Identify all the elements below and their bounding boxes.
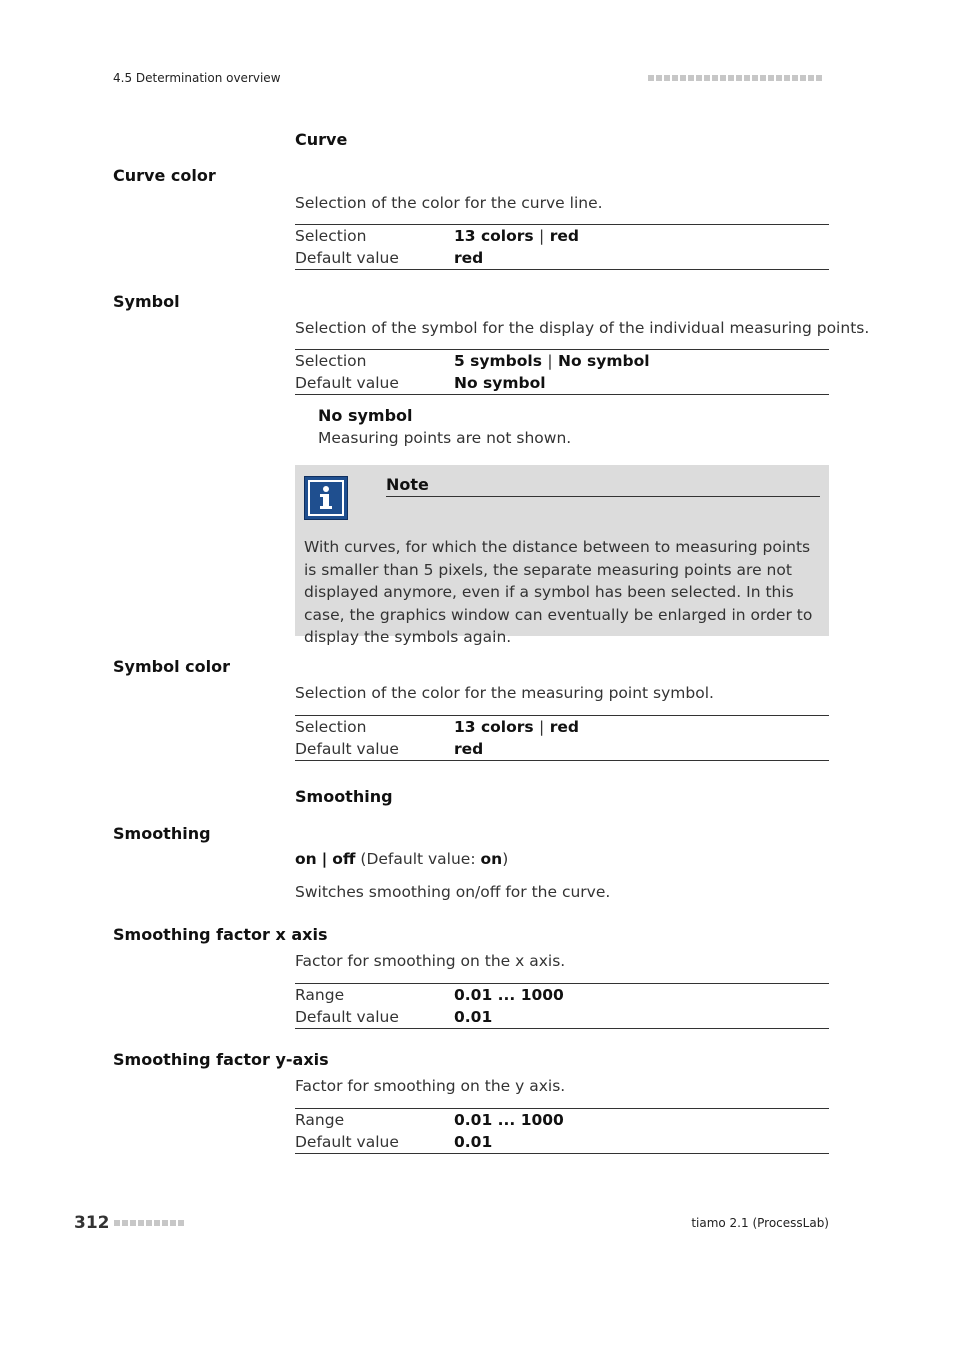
table-value: 0.01 ... 1000: [454, 986, 564, 1004]
param-label-smoothing: Smoothing: [113, 824, 211, 843]
param-desc-symbol: Selection of the symbol for the display of the individual measuring points.: [295, 319, 870, 337]
table-key: Default value: [295, 1008, 399, 1026]
note-title: Note: [386, 475, 820, 497]
table-row: [295, 350, 829, 372]
param-desc-smoothing: Switches smoothing on/off for the curve.: [295, 883, 611, 901]
table-value: 13 colors | red: [454, 227, 579, 245]
info-icon: [304, 476, 348, 520]
option-title-no-symbol: No symbol: [318, 406, 413, 425]
table-row: [295, 1131, 829, 1153]
param-table-smoothing-factor-x: [295, 983, 829, 1029]
param-table-symbol: [295, 349, 829, 395]
option-desc-no-symbol: Measuring points are not shown.: [318, 429, 572, 447]
param-desc-smoothing-factor-y: Factor for smoothing on the y axis.: [295, 1077, 566, 1095]
table-value: red: [454, 740, 484, 758]
table-key: Default value: [295, 374, 399, 392]
param-desc-symbol-color: Selection of the color for the measuring point symbol.: [295, 684, 714, 702]
table-row: [295, 225, 829, 247]
table-value: 13 colors | red: [454, 718, 579, 736]
note-box: [295, 465, 829, 647]
table-row: [295, 372, 829, 394]
section-heading-smoothing: Smoothing: [295, 787, 393, 806]
table-row: [295, 984, 829, 1006]
table-row: [295, 247, 829, 269]
table-value: red: [454, 249, 484, 267]
page-number: 312: [74, 1213, 110, 1233]
param-table-symbol-color: [295, 715, 829, 761]
table-row: [295, 738, 829, 760]
note-text: With curves, for which the distance between to measuring points is smaller than 5 pixels, the separate measuring points are not displayed anymore, even if a symbol has been selected. In this case, the graphics window can eventually be enlarged in order to display the symbols again.: [304, 538, 813, 647]
table-key: Selection: [295, 352, 367, 370]
header-dots: [648, 75, 822, 81]
table-row: [295, 1006, 829, 1028]
running-header: 4.5 Determination overview: [113, 71, 281, 85]
table-key: Default value: [295, 1133, 399, 1151]
param-desc-smoothing-factor-x: Factor for smoothing on the x axis.: [295, 952, 566, 970]
footer-dots: [114, 1220, 184, 1226]
param-table-curve-color: [295, 224, 829, 270]
product-name: tiamo 2.1 (ProcessLab): [691, 1216, 829, 1230]
smoothing-values: on | off (Default value: on): [295, 850, 509, 868]
param-label-symbol-color: Symbol color: [113, 657, 230, 676]
table-value: 5 symbols | No symbol: [454, 352, 650, 370]
param-label-symbol: Symbol: [113, 292, 180, 311]
section-heading-curve: Curve: [295, 130, 348, 149]
param-label-curve-color: Curve color: [113, 166, 216, 185]
param-desc-curve-color: Selection of the color for the curve line.: [295, 194, 603, 212]
table-key: Range: [295, 986, 345, 1004]
table-row: [295, 716, 829, 738]
table-value: No symbol: [454, 374, 546, 392]
table-key: Selection: [295, 227, 367, 245]
table-key: Default value: [295, 740, 399, 758]
table-key: Range: [295, 1111, 345, 1129]
table-key: Default value: [295, 249, 399, 267]
param-label-smoothing-factor-x: Smoothing factor x axis: [113, 925, 328, 944]
table-key: Selection: [295, 718, 367, 736]
table-value: 0.01: [454, 1008, 493, 1026]
table-value: 0.01: [454, 1133, 493, 1151]
table-value: 0.01 ... 1000: [454, 1111, 564, 1129]
param-table-smoothing-factor-y: [295, 1108, 829, 1154]
table-row: [295, 1109, 829, 1131]
param-label-smoothing-factor-y: Smoothing factor y-axis: [113, 1050, 329, 1069]
